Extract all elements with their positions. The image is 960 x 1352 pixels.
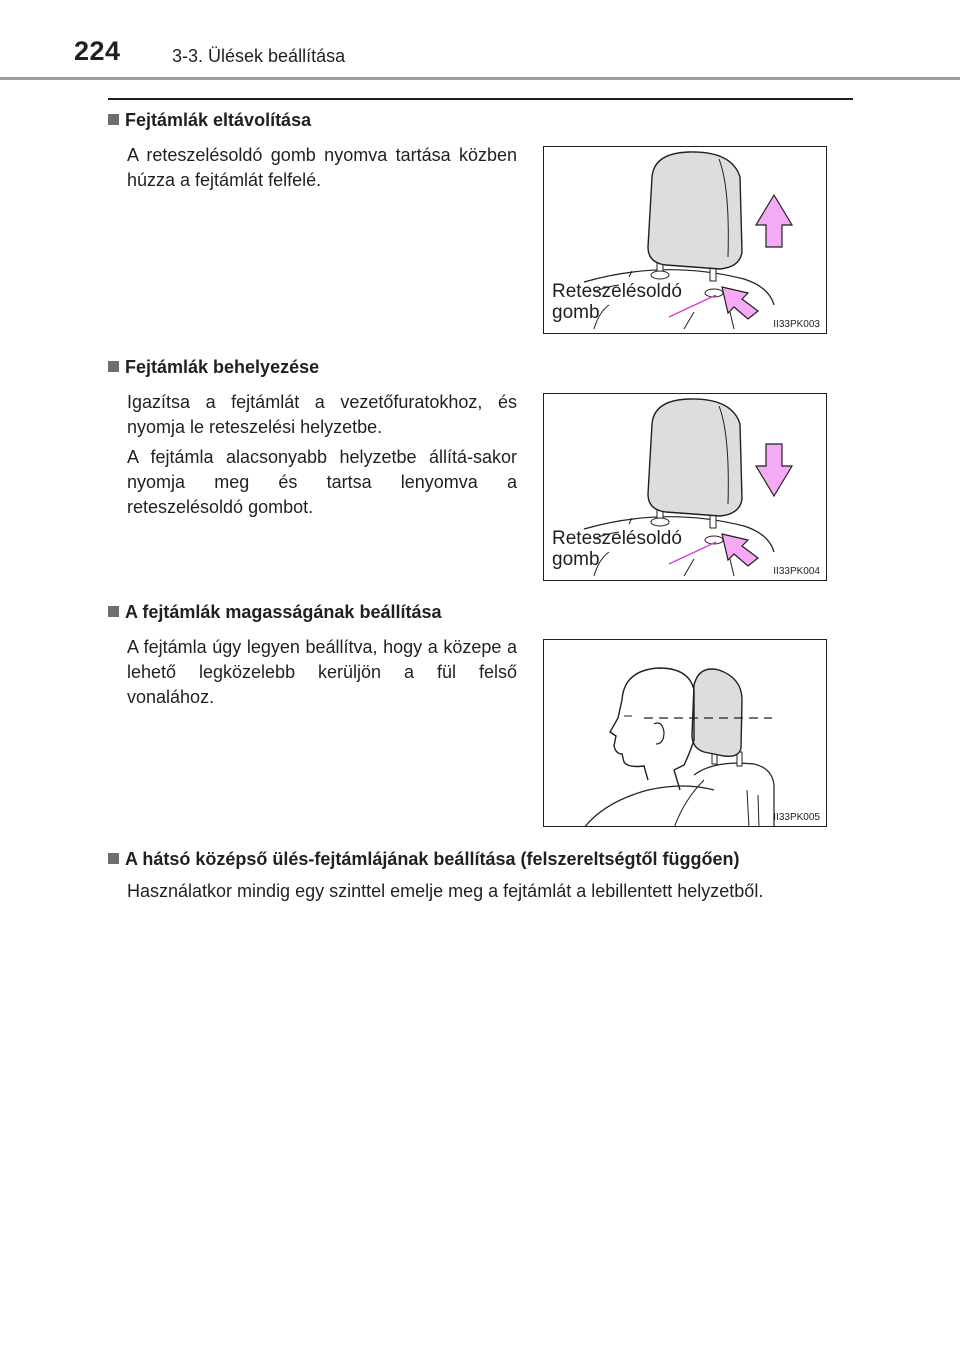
paragraph: A reteszelésoldó gomb nyomva tartása közben húzza a fejtámlát felfelé. — [127, 145, 517, 190]
page-number: 224 — [74, 36, 121, 66]
bullet-square-icon — [108, 853, 119, 864]
paragraph: A fejtámla úgy legyen beállítva, hogy a közepe a lehető legközelebb kerüljön a fül felső vonalához. — [127, 637, 517, 707]
section-heading-remove — [108, 110, 311, 131]
figure-code: II33PK003 — [773, 319, 820, 330]
bullet-square-icon — [108, 361, 119, 372]
section-heading-height — [108, 602, 442, 623]
chapter-title: 3-3. Ülések beállítása — [172, 46, 346, 66]
figure-headrest-height — [543, 639, 827, 827]
figure-label: Reteszelésoldó gomb — [552, 281, 682, 323]
paragraph: A fejtámla alacsonyabb helyzetbe állítá-sakor nyomja meg és tartsa lenyomva a reteszelésoldó gombot. — [127, 447, 517, 517]
figure-headrest-install — [543, 393, 827, 581]
bullet-square-icon — [108, 606, 119, 617]
paragraph: Igazítsa a fejtámlát a vezetőfuratokhoz, és nyomja le reteszelési helyzetbe. — [127, 392, 517, 437]
heading-text: A fejtámlák magasságának beállítása — [125, 602, 442, 622]
heading-text: Fejtámlák eltávolítása — [125, 110, 312, 130]
header-rule — [0, 77, 960, 80]
head-position-illustration — [544, 640, 827, 827]
heading-text: A hátsó középső ülés-fejtámlájának beállítása (felszereltségtől függően) — [125, 849, 740, 869]
paragraph: Használatkor mindig egy szinttel emelje meg a fejtámlát a lebillentett helyzetből. — [127, 881, 764, 901]
heading-text: Fejtámlák behelyezése — [125, 357, 320, 377]
bullet-square-icon — [108, 114, 119, 125]
section-heading-install — [108, 357, 319, 378]
section-heading-rear-center — [108, 849, 740, 870]
figure-code: II33PK005 — [773, 812, 820, 823]
figure-headrest-remove — [543, 146, 827, 334]
figure-code: II33PK004 — [773, 566, 820, 577]
figure-label: Reteszelésoldó gomb — [552, 528, 682, 570]
section-rule — [108, 98, 853, 100]
page-header — [0, 0, 960, 80]
